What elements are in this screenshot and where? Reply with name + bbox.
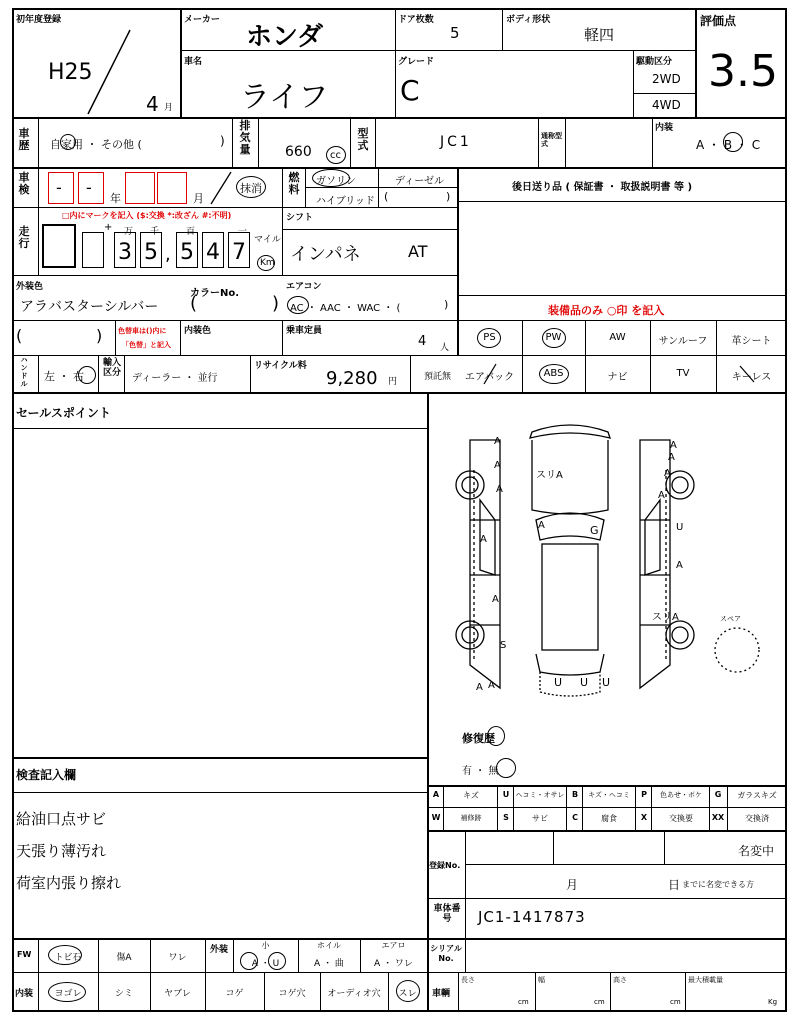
mark-12: A: [676, 560, 683, 571]
mileage-digit-3: 5: [140, 232, 162, 268]
mark-s: S: [500, 640, 507, 651]
int-item-5: コゲ穴: [278, 989, 306, 999]
size-label: 車輌: [432, 989, 451, 999]
ext-small-label: 小: [261, 941, 270, 950]
legend-u-code: U: [502, 790, 510, 799]
inspection-dash-2: -: [86, 178, 92, 197]
name-change: 名変中: [738, 844, 775, 858]
recycle-value: 9,280: [326, 368, 378, 389]
legend-x-text: 交換要: [669, 814, 693, 823]
reg-day: 日: [668, 878, 681, 892]
equip-abs: ABS: [543, 368, 564, 379]
mark-13: A: [668, 452, 675, 463]
chassis-value: JC1-1417873: [478, 908, 586, 926]
cc-unit: cc: [330, 150, 341, 161]
repair-circle: [487, 726, 505, 746]
first-reg-year: H25: [48, 60, 93, 85]
fw-item-1: トビ石: [54, 953, 82, 963]
weight-label: 最大積載量: [688, 976, 723, 984]
mark-u-1: U: [676, 522, 684, 533]
inspection-expired: 抹消: [240, 182, 262, 195]
int-item-2: シミ: [114, 989, 133, 999]
later-items: 後日送り品 ( 保証書 ・ 取扱説明書 等 ): [512, 182, 693, 193]
reg-month: 月: [566, 878, 579, 892]
recycle-unit: 円: [388, 377, 398, 387]
inspection-slash: [205, 170, 235, 206]
legend-g-text: ガラスキズ: [737, 791, 777, 800]
fuel-diesel: ディーゼル: [395, 176, 444, 187]
mark-u-2: U: [554, 676, 563, 689]
drive-2wd: 2WD: [652, 72, 681, 86]
length-label: 長さ: [461, 976, 475, 984]
legend-xx-code: XX: [711, 813, 725, 822]
legend-c-code: C: [572, 813, 578, 822]
first-reg-month: 4: [146, 92, 159, 116]
ext-color-value: アラバスターシルバー: [20, 299, 159, 315]
maker-value: ホンダ: [246, 22, 323, 52]
mileage-label: 走行: [18, 225, 30, 250]
airbag-slash: [480, 362, 500, 386]
colorno-close: ): [272, 293, 280, 314]
mark-17: A: [476, 682, 483, 693]
equip-navi: ナビ: [607, 372, 628, 383]
fuel-other: (: [384, 190, 389, 203]
color-note-2: 「色替」と記入: [122, 341, 171, 349]
width-unit: cm: [594, 998, 605, 1006]
legend-s-code: S: [503, 813, 509, 822]
reg-label: 登録No.: [429, 861, 461, 870]
inspection-box-3: [125, 172, 155, 204]
ext-wheel-label: ホイル: [317, 941, 341, 950]
handle-right-circle: [78, 366, 96, 384]
check-line-3: 荷室内張り擦れ: [16, 874, 122, 892]
ac-close: ): [444, 298, 449, 311]
first-reg-label: 初年度登録: [16, 15, 62, 25]
body-value: 軽四: [584, 26, 615, 44]
fuel-label: 燃料: [288, 171, 300, 196]
spare-label: スペア: [720, 615, 741, 623]
deposit: 預託無: [424, 372, 452, 382]
mark-5: A: [480, 534, 487, 545]
chassis-label: 車体番号: [433, 904, 461, 924]
mark-suri-a-1: スリA: [536, 470, 563, 481]
plus-1: +: [104, 222, 113, 233]
legend-x-code: X: [640, 813, 648, 822]
fw-label: FW: [17, 950, 32, 959]
interior-b-circle: [723, 132, 743, 152]
abs-circle: [539, 364, 569, 384]
mileage-comma: ,: [165, 244, 171, 265]
ext-aero-label: エアロ: [381, 941, 406, 950]
mark-8: A: [664, 468, 671, 479]
inspection-year-unit: 年: [110, 192, 121, 205]
check-label: 検査記入欄: [16, 768, 77, 782]
reg-deadline: までに名変できる方: [682, 880, 754, 889]
doors-value: 5: [450, 24, 460, 42]
ext-wheel-value: A ・ 曲: [314, 959, 344, 969]
shift-value: インパネ: [290, 244, 361, 265]
legend-a-code: A: [432, 790, 440, 799]
mileage-km: Km: [260, 258, 275, 268]
doors-label: ドア枚数: [398, 15, 434, 25]
repair-none-circle: [496, 758, 516, 778]
int-item-6: オーディオ穴: [327, 989, 381, 999]
recycle-label: リサイクル料: [254, 361, 307, 371]
handle-value: 左 ・ 右: [44, 370, 84, 383]
fuel-hybrid: ハイブリッド: [316, 196, 375, 207]
int-paren-open: (: [16, 326, 23, 345]
km-circle: [257, 255, 275, 271]
drive-4wd: 4WD: [652, 98, 681, 112]
unit-hyaku: 百: [186, 227, 196, 237]
fw-stone-circle: [48, 945, 82, 965]
ext-u-circle: [268, 952, 286, 970]
equip-tv: TV: [676, 368, 690, 379]
equip-leather: 革シート: [731, 336, 772, 347]
legend-w-code: W: [431, 813, 441, 822]
mark-6: A: [492, 594, 499, 605]
mileage-digit-2: 3: [114, 232, 136, 268]
capacity-unit: 人: [440, 343, 450, 353]
repair-value: 有 ・ 無: [462, 766, 499, 777]
pw-circle: [542, 328, 566, 348]
legend-p-code: P: [641, 790, 647, 799]
legend-g-code: G: [714, 790, 722, 799]
inspection-box-4: [157, 172, 187, 204]
expired-circle: [236, 176, 266, 198]
mark-18: A: [488, 680, 495, 691]
legend-b-text: キズ・ヘコミ: [588, 791, 630, 799]
length-unit: cm: [518, 998, 529, 1006]
fuel-other-close: ): [446, 190, 451, 203]
slash-mark: [80, 28, 140, 118]
interior-label: 内装: [655, 123, 674, 133]
displacement-value: 660: [285, 144, 312, 160]
int-item-3: ヤブレ: [164, 989, 191, 999]
handle-label: ハンドル: [20, 356, 28, 388]
mark-g: G: [590, 524, 599, 537]
inspection-dash-1: -: [56, 178, 62, 197]
unit-sen: 千: [150, 227, 160, 237]
mark-9: A: [658, 490, 665, 501]
equip-ps: PS: [483, 332, 496, 343]
model-name-value: ライフ: [240, 80, 329, 115]
fuel-gasoline: ガソリン: [316, 176, 356, 187]
unit-man: 万: [124, 227, 134, 237]
colorno-label: カラーNo.: [190, 288, 240, 299]
mileage-box-0: [42, 224, 76, 268]
history-label: 車歴: [18, 127, 30, 152]
type-label: 型式: [357, 127, 369, 152]
mark-u-3: U: [580, 676, 589, 689]
model-name-label: 車名: [184, 57, 203, 67]
mileage-digit-1: [82, 232, 104, 268]
fw-item-2: 傷A: [116, 953, 132, 963]
displacement-label: 排気量: [239, 119, 251, 156]
equip-sunroof: サンルーフ: [658, 336, 708, 347]
fw-item-3: ワレ: [168, 953, 187, 963]
capacity-label: 乗車定員: [286, 326, 323, 336]
check-line-2: 天張り薄汚れ: [16, 842, 107, 860]
mileage-digit-5: 4: [202, 232, 224, 268]
mileage-mile: マイル: [254, 235, 281, 245]
interior-grades: A ・ B ・ C: [696, 138, 761, 152]
grade-label: グレード: [398, 57, 435, 67]
history-close: ): [220, 134, 225, 148]
import-label: 輸入区分: [102, 358, 121, 378]
ac-circle: [287, 296, 309, 314]
car-diagram: [440, 410, 780, 710]
mark-1: A: [494, 460, 501, 471]
repair-label: 修復歴: [462, 732, 495, 745]
int-label: 内装: [15, 989, 34, 999]
shift-label: シフト: [286, 213, 314, 223]
gasoline-circle: [312, 169, 350, 187]
mark-14: A: [538, 520, 545, 531]
score-value: 3.5: [708, 46, 778, 97]
legend-c-text: 腐食: [601, 814, 617, 823]
equip-aw: AW: [609, 332, 626, 343]
inspection-label: 車検: [18, 171, 30, 196]
ac-options: AC ・ AAC ・ WAC ・ (: [290, 303, 401, 314]
int-item-1: ヨゴレ: [54, 989, 82, 999]
score-label: 評価点: [700, 14, 737, 28]
height-unit: cm: [670, 998, 681, 1006]
import-value: ディーラー ・ 並行: [132, 373, 218, 384]
inspection-month-unit: 月: [193, 192, 204, 205]
equip-airbag: エアバック: [464, 372, 515, 383]
height-label: 高さ: [613, 976, 627, 984]
history-value: 自家用 ・ その他 (: [50, 138, 142, 151]
int-dirt-circle: [48, 982, 86, 1002]
maker-label: メーカー: [184, 15, 220, 25]
sales-label: セールスポイント: [16, 406, 111, 420]
mark-2: A: [496, 484, 503, 495]
serial-label: シリアルNo.: [430, 944, 462, 963]
legend-u-text: ヘコミ・オサレ: [515, 791, 565, 799]
drive-label: 駆動区分: [636, 57, 673, 67]
common-type-label: 通称型式: [541, 132, 562, 148]
equip-pw: PW: [545, 332, 562, 343]
equip-heading: 装備品のみ ○印 を記入: [548, 304, 665, 317]
month-unit: 月: [164, 103, 174, 113]
mark-suri-a-2: スリA: [652, 612, 679, 623]
equip-keyless: キーレス: [731, 372, 772, 383]
legend-w-text: 補修跡: [460, 814, 482, 822]
mileage-digit-4: 5: [176, 232, 198, 268]
check-line-1: 給油口点サビ: [16, 810, 107, 828]
legend-xx-text: 交換済: [745, 814, 769, 823]
legend-a-text: キズ: [463, 791, 479, 800]
int-item-7: スレ: [398, 989, 417, 999]
color-note-1: 色替車は()内に: [118, 327, 167, 335]
capacity-value: 4: [418, 334, 427, 349]
history-circle: [60, 134, 76, 150]
ext-a-circle: [240, 952, 258, 970]
mark-3: A: [494, 436, 501, 447]
int-item-4: コゲ: [225, 989, 244, 999]
legend-p-text: 色あせ・ボケ: [660, 791, 702, 799]
ac-label: エアコン: [286, 282, 322, 292]
weight-unit: Kg: [768, 998, 778, 1006]
ext-label: 外装: [209, 945, 228, 955]
int-rub-circle: [396, 980, 420, 1002]
legend-b-code: B: [571, 790, 579, 799]
shift-type: AT: [408, 242, 428, 261]
mileage-note: □内にマークを記入 ($:交換 *:改ざん #:不明): [62, 211, 232, 220]
width-label: 幅: [538, 976, 545, 984]
mileage-digit-6: 7: [228, 232, 250, 268]
int-paren-close: ): [96, 326, 103, 345]
mark-7: A: [670, 440, 677, 451]
legend-s-text: サビ: [532, 814, 548, 823]
ps-circle: [477, 328, 501, 348]
mark-u-4: U: [602, 676, 611, 689]
cc-circle: [326, 146, 346, 164]
colorno-open: (: [190, 293, 198, 314]
type-value: JC1: [440, 134, 472, 150]
keyless-slash: [736, 362, 756, 386]
unit-ichi: 一: [238, 227, 248, 237]
ext-color-label: 外装色: [16, 282, 44, 292]
grade-value: C: [400, 74, 420, 107]
ext-aero-value: A ・ ワレ: [374, 959, 413, 969]
ext-small-value: A ・ U: [251, 959, 280, 969]
body-label: ボディ形状: [506, 15, 551, 25]
int-color-label: 内装色: [184, 326, 212, 336]
